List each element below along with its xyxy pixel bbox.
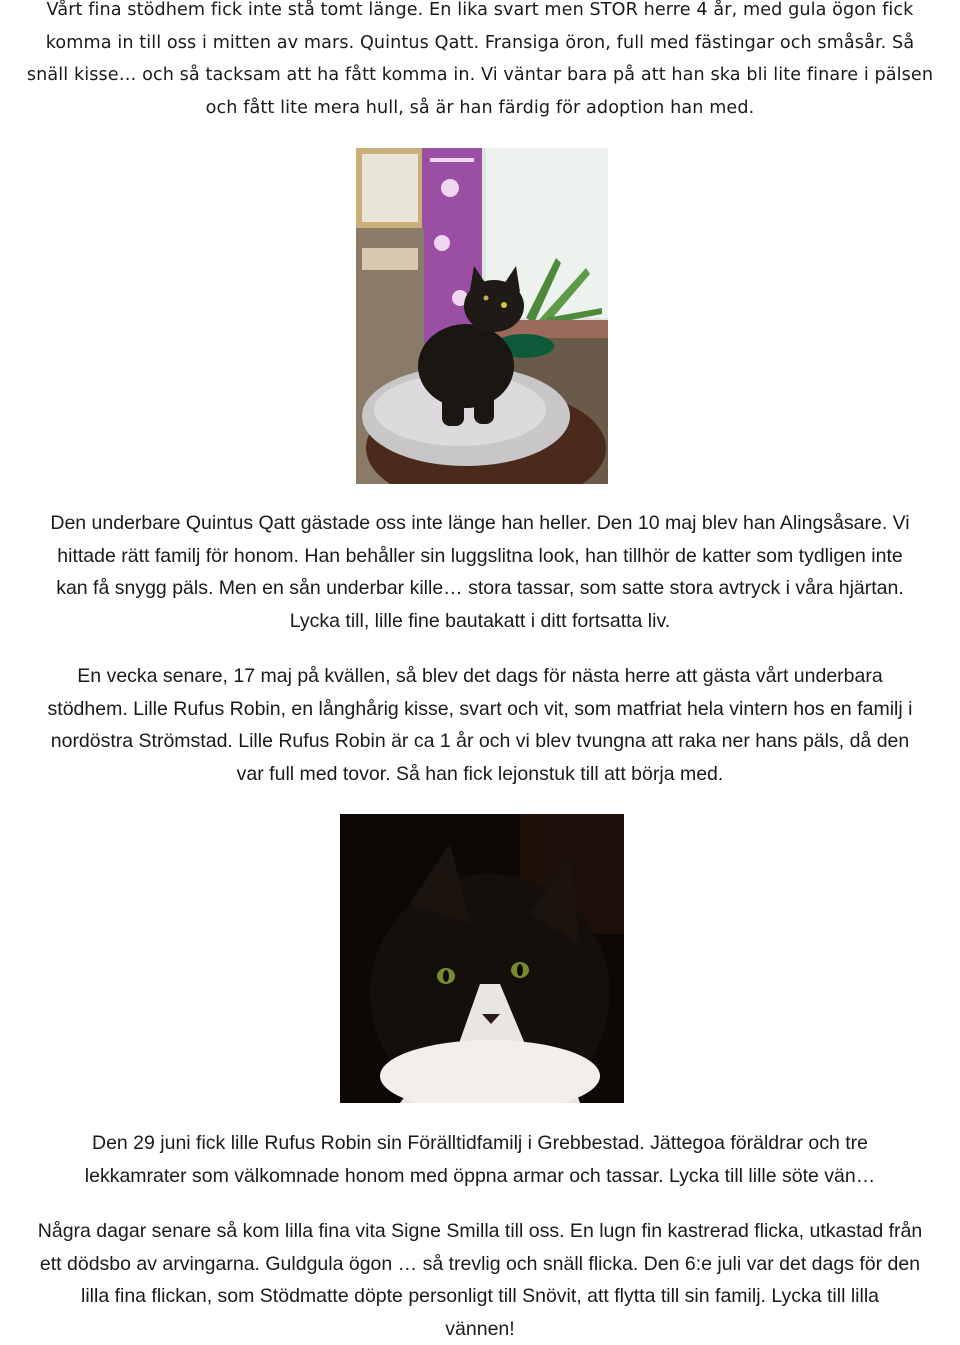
cat-photo-illustration [356,148,608,484]
paragraph-intro-quintus [0,0,960,124]
text-line: kan få snygg päls. Men en sån underbar kille… stora tassar, som satte stora avtryck i våra hjärtan. [0,572,960,605]
paragraph-rufus-robin-adopted [0,1127,960,1192]
text-line: vännen! [0,1313,960,1345]
text-line: var full med tovor. Så han fick lejonstuk till att börja med. [0,758,960,791]
text-line: lilla fina flickan, som Stödmatte döpte personligt till Snövit, att flytta till sin familj. Lycka till lilla [0,1280,960,1313]
text-line: komma in till oss i mitten av mars. Quintus Qatt. Fransiga öron, full med fästingar och småsår. Så [0,27,960,60]
photo-rufus-robin [340,814,624,1103]
cat-closeup-illustration [340,814,624,1103]
text-line: lekkamrater som välkomnade honom med öppna armar och tassar. Lycka till lille söte vän… [0,1160,960,1193]
text-line: En vecka senare, 17 maj på kvällen, så blev det dags för nästa herre att gästa vårt underbara [0,660,960,693]
text-line: Den 29 juni fick lille Rufus Robin sin Förälltidfamilj i Grebbestad. Jättegoa föräldrar och tre [0,1127,960,1160]
text-line: hittade rätt familj för honom. Han behåller sin luggslitna look, han tillhör de katter som tydligen inte [0,540,960,573]
text-line: Vårt fina stödhem fick inte stå tomt länge. En lika svart men STOR herre 4 år, med gula ögon fick [0,0,960,27]
text-line: och fått lite mera hull, så är han färdig för adoption han med. [0,92,960,125]
text-line: Den underbare Quintus Qatt gästade oss inte länge han heller. Den 10 maj blev han Alingsåsare. Vi [0,507,960,540]
text-line: Några dagar senare så kom lilla fina vita Signe Smilla till oss. En lugn fin kastrerad flicka, utkastad från [0,1215,960,1248]
text-line: stödhem. Lille Rufus Robin, en långhårig kisse, svart och vit, som matfriat hela vintern hos en familj i [0,693,960,726]
text-line: snäll kisse… och så tacksam att ha fått komma in. Vi väntar bara på att han ska bli lite finare i pälsen [0,59,960,92]
text-line: Lycka till, lille fine bautakatt i ditt fortsatta liv. [0,605,960,638]
text-line: nordöstra Strömstad. Lille Rufus Robin är ca 1 år och vi blev tvungna att raka ner hans päls, då den [0,725,960,758]
paragraph-rufus-robin-arrival [0,660,960,790]
paragraph-quintus-adopted [0,507,960,637]
text-line: ett dödsbo av arvingarna. Guldgula ögon … så trevlig och snäll flicka. Den 6:e juli var det dags för den [0,1248,960,1281]
paragraph-signe-smilla [0,1215,960,1345]
photo-quintus-qatt [356,148,608,484]
